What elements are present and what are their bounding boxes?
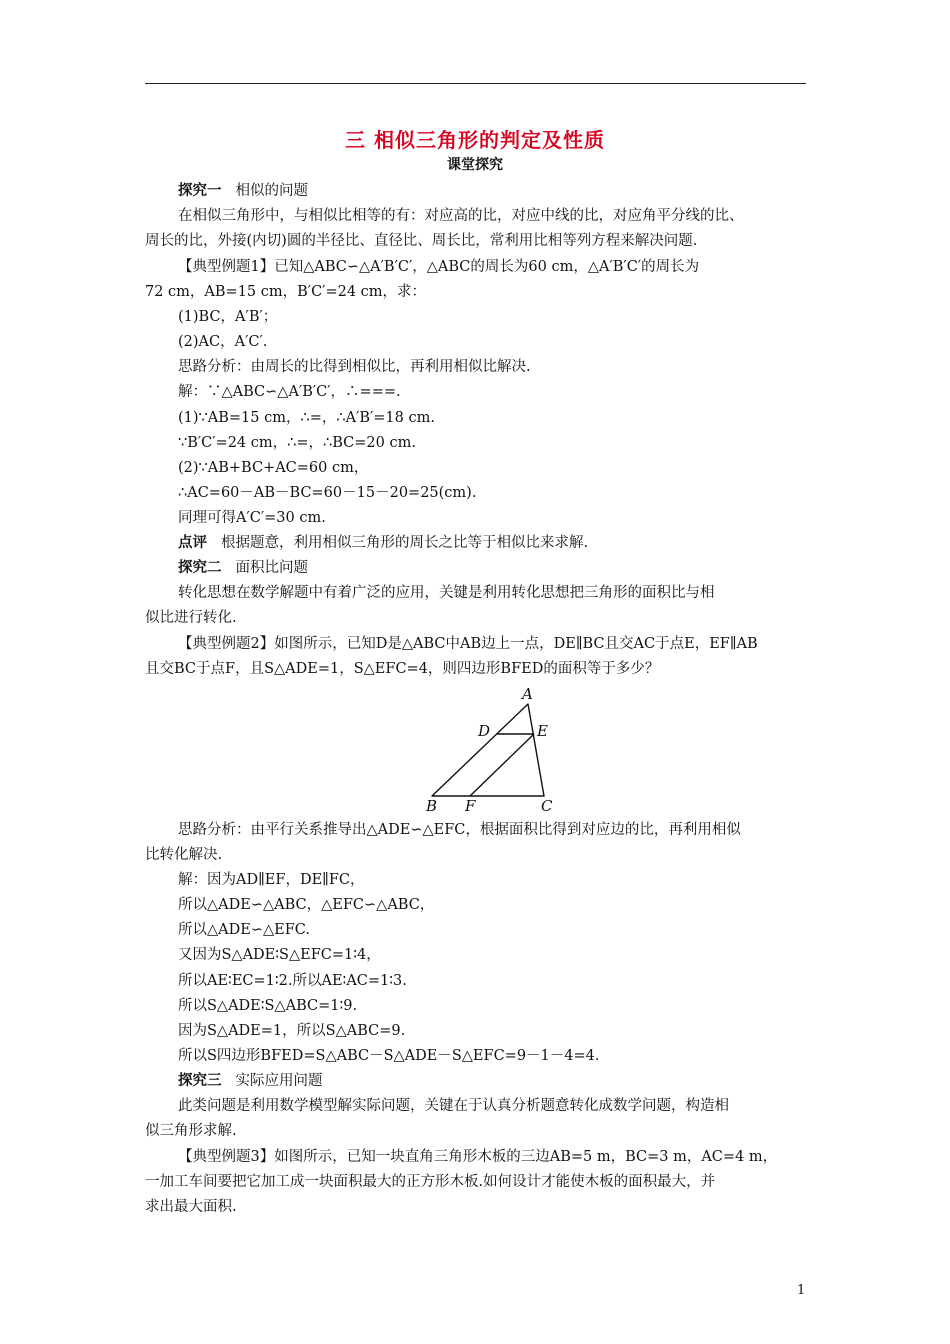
paragraph-line: 此类问题是利用数学模型解实际问题，关键在于认真分析题意转化成数学问题，构造相 (178, 1098, 729, 1114)
paragraph-line: 周长的比，外接(内切)圆的半径比、直径比、周长比，常利用比相等列方程来解决问题. (145, 233, 698, 249)
solution-line: 解：∵△ABC∽△A′B′C′，∴===. (178, 384, 401, 400)
paragraph-line: 似三角形求解. (145, 1123, 237, 1139)
segment-ef (470, 734, 534, 796)
solution-line: 所以S四边形BFED=S△ABC－S△ADE－S△EFC=9－1－4=4. (178, 1048, 600, 1064)
example-line: 一加工车间要把它加工成一块面积最大的正方形木板.如何设计才能使木板的面积最大，并 (145, 1174, 716, 1190)
example-line: 【典型例题3】如图所示，已知一块直角三角形木板的三边AB=5 m，BC=3 m，AC=4 m， (178, 1149, 778, 1165)
section-label: 探究一 (178, 183, 222, 199)
label-f: F (465, 797, 476, 814)
solution-line: (1)∵AB=15 cm，∴=，∴A′B′=18 cm. (178, 410, 435, 426)
section-name: 面积比问题 (235, 560, 308, 576)
label-a: A (522, 685, 533, 703)
solution-line: 思路分析：由周长的比得到相似比，再利用相似比解决. (178, 359, 531, 375)
paragraph-line: 转化思想在数学解题中有着广泛的应用，关键是利用转化思想把三角形的面积比与相 (178, 585, 715, 601)
review-text: 根据题意，利用相似三角形的周长之比等于相似比来求解. (221, 535, 589, 551)
label-d: D (478, 722, 491, 740)
example-line: (2)AC，A′C′. (178, 334, 268, 350)
example-line: 【典型例题1】已知△ABC∽△A′B′C′，△ABC的周长为60 cm，△A′B′C′的周长为 (178, 259, 700, 275)
solution-line: 同理可得A′C′=30 cm. (178, 510, 326, 526)
solution-line: 所以△ADE∽△EFC. (178, 922, 310, 938)
section-label: 探究三 (178, 1073, 222, 1089)
review-line (178, 533, 588, 553)
section-3-heading (178, 1071, 323, 1091)
solution-line: ∴AC=60－AB－BC=60－15－20=25(cm). (178, 485, 477, 501)
paragraph-line: 在相似三角形中，与相似比相等的有：对应高的比，对应中线的比，对应角平分线的比、 (178, 208, 744, 224)
solution-line: 所以△ADE∽△ABC，△EFC∽△ABC， (178, 897, 435, 913)
page-title: 三 相似三角形的判定及性质 (345, 128, 605, 152)
label-e: E (537, 722, 548, 740)
solution-line: 思路分析：由平行关系推导出△ADE∽△EFC，根据面积比得到对应边的比，再利用相似 (178, 822, 741, 838)
triangle-figure (420, 684, 570, 814)
solution-line: 因为S△ADE=1，所以S△ABC=9. (178, 1023, 406, 1039)
section-label: 探究二 (178, 560, 222, 576)
solution-line: 比转化解决. (145, 847, 223, 863)
section-name: 实际应用问题 (235, 1073, 323, 1089)
section-2-heading (178, 558, 308, 578)
section-1-heading (178, 181, 308, 201)
label-b: B (426, 797, 438, 814)
paragraph-line: 似比进行转化. (145, 610, 237, 626)
solution-line: 又因为S△ADE∶S△EFC=1∶4， (178, 947, 381, 963)
solution-line: 解：因为AD∥EF，DE∥FC， (178, 872, 365, 888)
example-line: 72 cm，AB=15 cm，B′C′=24 cm，求： (145, 284, 427, 300)
example-line: 【典型例题2】如图所示，已知D是△ABC中AB边上一点，DE∥BC且交AC于点E，EF∥AB (178, 636, 758, 652)
solution-line: 所以S△ADE∶S△ABC=1∶9. (178, 998, 358, 1014)
solution-line: ∵B′C′=24 cm，∴=，∴BC=20 cm. (178, 435, 416, 451)
example-line: (1)BC，A′B′； (178, 309, 278, 325)
label-c: C (541, 797, 553, 814)
section-name: 相似的问题 (235, 183, 308, 199)
example-line: 求出最大面积. (145, 1199, 237, 1215)
review-label: 点评 (178, 535, 207, 551)
header-rule (145, 83, 806, 84)
page-number: 1 (797, 1283, 806, 1298)
triangle-abc (432, 704, 544, 796)
solution-line: (2)∵AB+BC+AC=60 cm， (178, 460, 369, 476)
page-subtitle: 课堂探究 (447, 157, 503, 173)
solution-line: 所以AE∶EC=1∶2.所以AE∶AC=1∶3. (178, 973, 407, 989)
example-line: 且交BC于点F，且S△ADE=1，S△EFC=4，则四边形BFED的面积等于多少？ (145, 661, 660, 677)
